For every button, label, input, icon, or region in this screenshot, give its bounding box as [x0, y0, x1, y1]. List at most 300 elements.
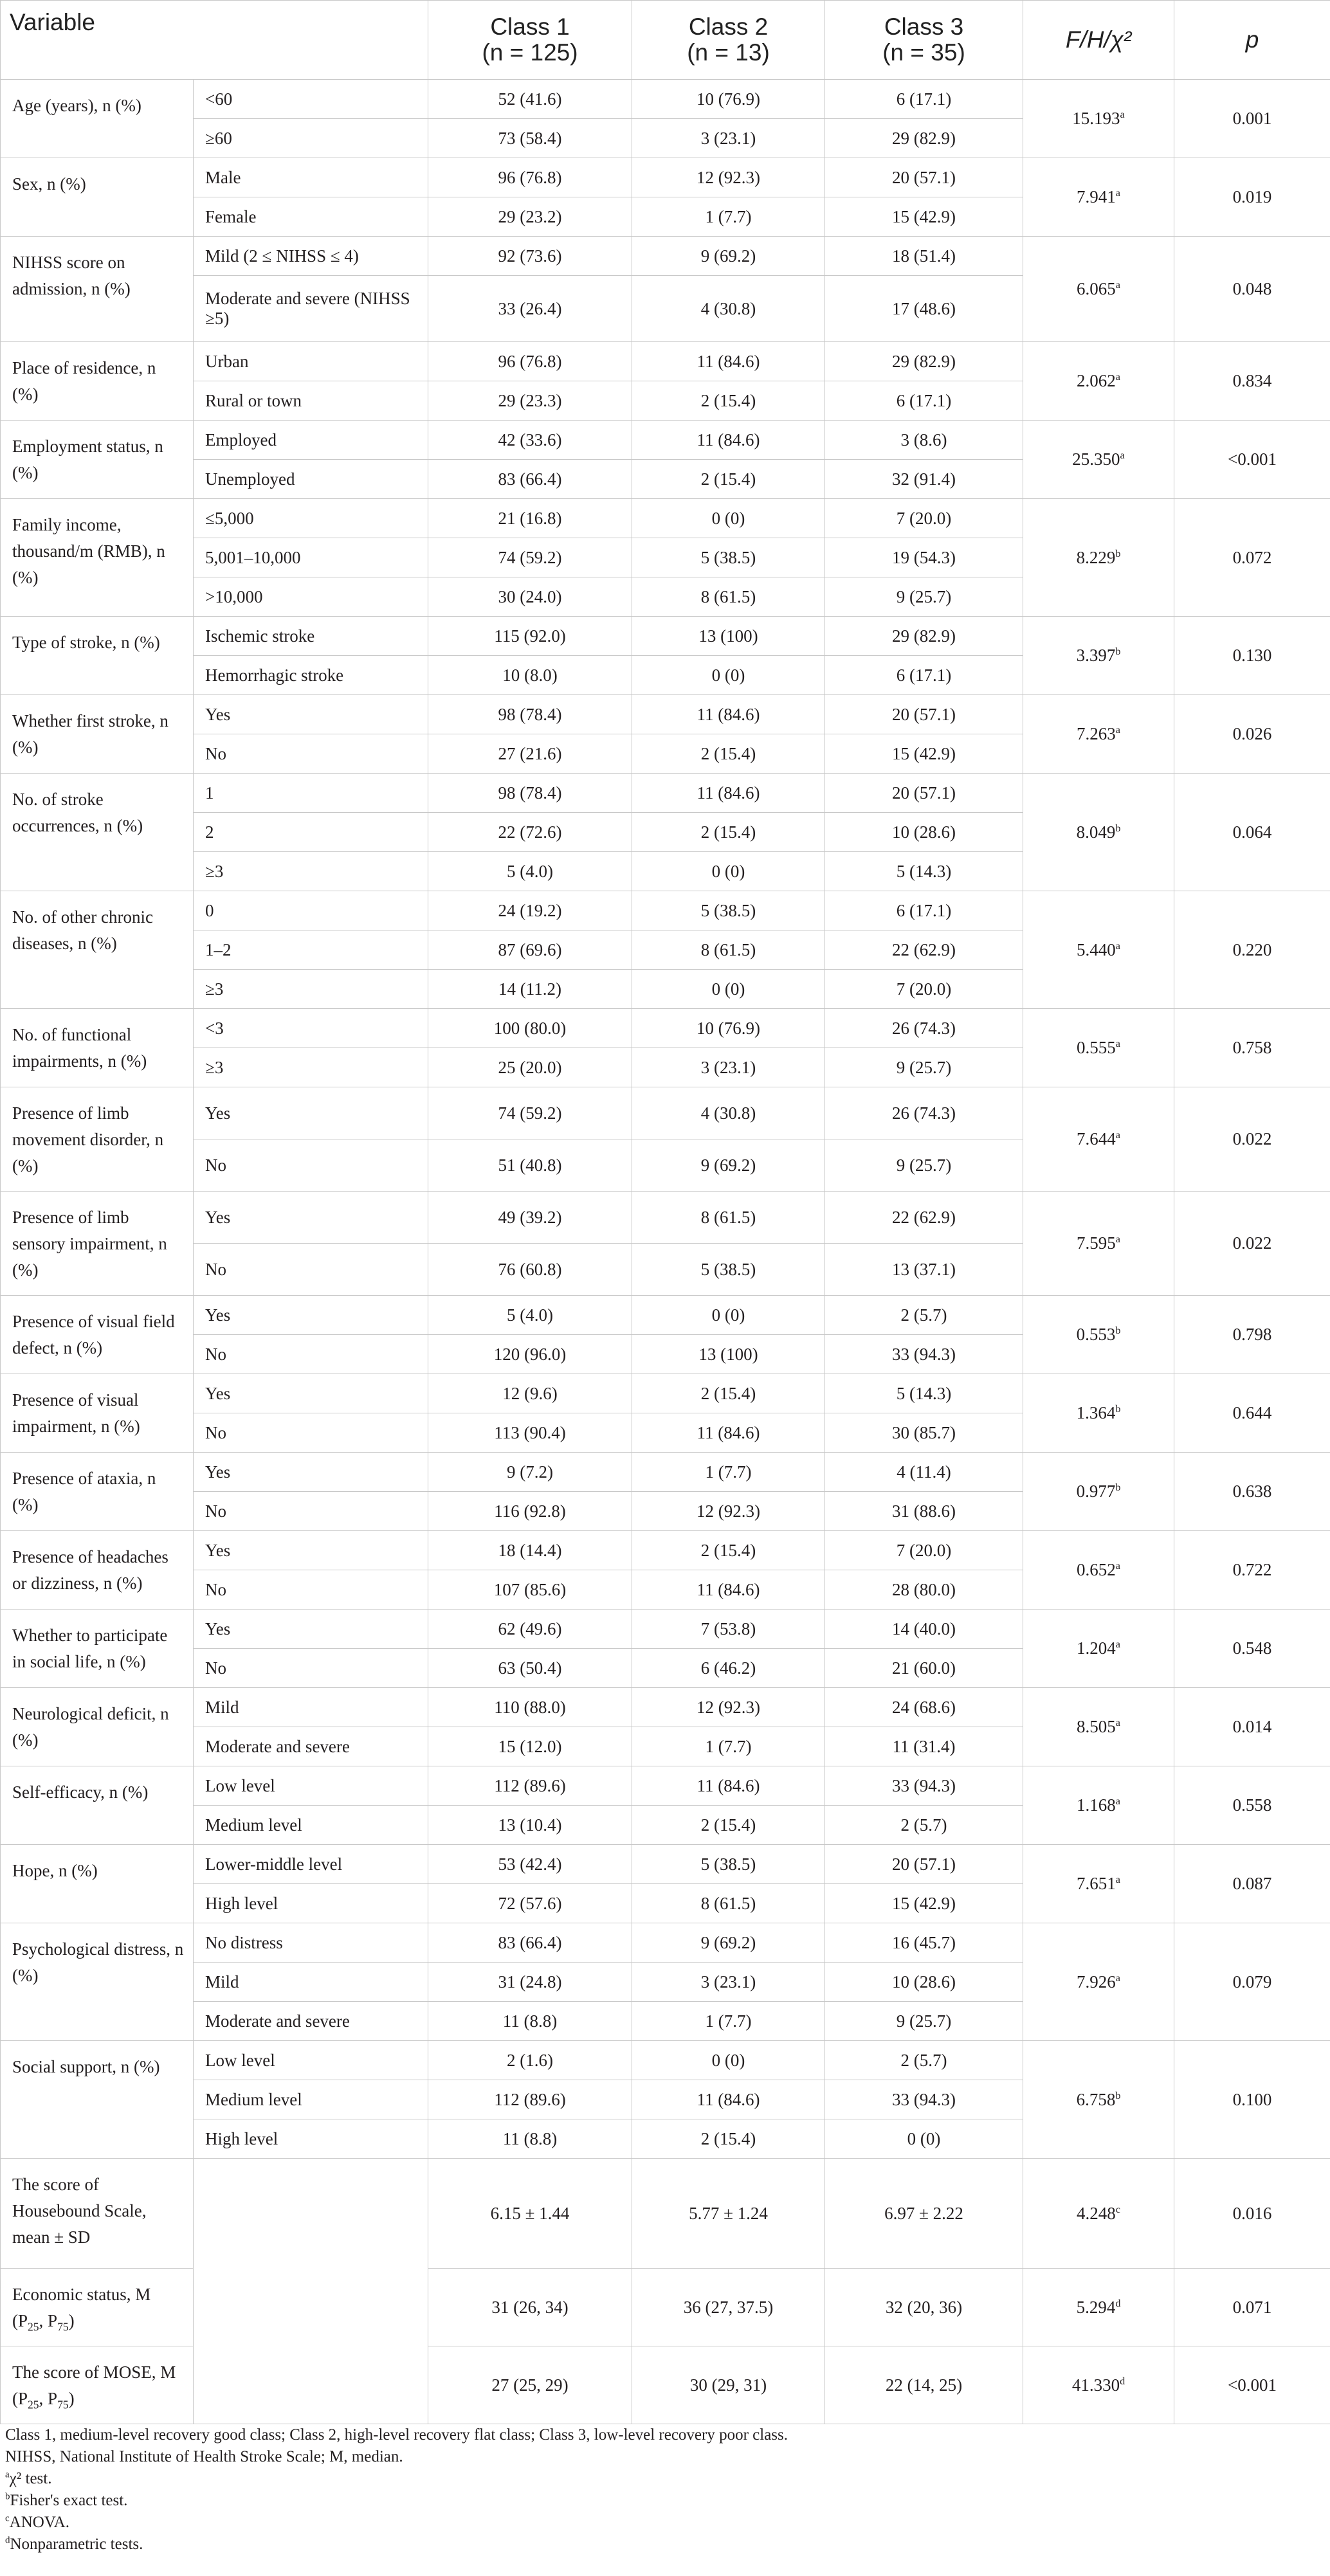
class1-cell: 18 (14.4)	[428, 1531, 632, 1570]
p-value-cell: 0.064	[1174, 774, 1330, 891]
class3-cell: 31 (88.6)	[825, 1492, 1023, 1531]
class1-cell: 83 (66.4)	[428, 1923, 632, 1963]
class3-cell: 10 (28.6)	[825, 1963, 1023, 2002]
header-class2: Class 2 (n = 13)	[632, 1, 825, 80]
class2-cell: 11 (84.6)	[632, 342, 825, 381]
class2-cell: 7 (53.8)	[632, 1610, 825, 1649]
class1-cell: 11 (8.8)	[428, 2119, 632, 2159]
p-value-cell: 0.001	[1174, 80, 1330, 158]
category-cell: Yes	[194, 1531, 428, 1570]
class3-cell: 26 (74.3)	[825, 1087, 1023, 1139]
p-value-cell: 0.072	[1174, 499, 1330, 617]
class2-cell: 2 (15.4)	[632, 1374, 825, 1413]
table-row	[1, 1923, 1330, 1963]
category-cell: No	[194, 1139, 428, 1192]
test-statistic-cell: 6.758$^b$	[1023, 2041, 1174, 2159]
class1-cell: 110 (88.0)	[428, 1688, 632, 1727]
variable-cell: The score of Housebound Scale, mean ± SD	[1, 2159, 194, 2269]
class3-cell: 28 (80.0)	[825, 1570, 1023, 1610]
class1-cell: 25 (20.0)	[428, 1048, 632, 1087]
class1-cell: 6.15 ± 1.44	[428, 2159, 632, 2269]
class1-cell: 115 (92.0)	[428, 617, 632, 656]
class2-cell: 13 (100)	[632, 1335, 825, 1374]
class3-cell: 19 (54.3)	[825, 538, 1023, 577]
class1-cell: 98 (78.4)	[428, 774, 632, 813]
category-cell: 5,001–10,000	[194, 538, 428, 577]
class3-cell: 26 (74.3)	[825, 1009, 1023, 1048]
variable-cell: Age (years), n (%)	[1, 80, 194, 158]
class2-cell: 2 (15.4)	[632, 1806, 825, 1845]
category-cell: ≥3	[194, 852, 428, 891]
variable-cell: Presence of limb sensory impairment, n (%)	[1, 1192, 194, 1296]
class2-cell: 12 (92.3)	[632, 158, 825, 197]
class3-cell: 6 (17.1)	[825, 80, 1023, 119]
class2-cell: 12 (92.3)	[632, 1688, 825, 1727]
class2-cell: 0 (0)	[632, 499, 825, 538]
class2-cell: 3 (23.1)	[632, 1048, 825, 1087]
variable-cell: Employment status, n (%)	[1, 421, 194, 499]
variable-cell: No. of other chronic diseases, n (%)	[1, 891, 194, 1009]
class2-cell: 0 (0)	[632, 852, 825, 891]
class1-cell: 98 (78.4)	[428, 695, 632, 734]
class1-cell: 100 (80.0)	[428, 1009, 632, 1048]
class3-cell: 2 (5.7)	[825, 1806, 1023, 1845]
class1-cell: 31 (26, 34)	[428, 2269, 632, 2346]
class3-cell: 7 (20.0)	[825, 970, 1023, 1009]
class1-cell: 76 (60.8)	[428, 1244, 632, 1296]
class3-cell: 13 (37.1)	[825, 1244, 1023, 1296]
test-statistic-cell: 25.350$^a$	[1023, 421, 1174, 499]
class3-cell: 14 (40.0)	[825, 1610, 1023, 1649]
p-value-cell: 0.019	[1174, 158, 1330, 237]
category-cell: Unemployed	[194, 460, 428, 499]
p-value-cell: 0.638	[1174, 1453, 1330, 1531]
class2-cell: 11 (84.6)	[632, 1413, 825, 1453]
class2-cell: 2 (15.4)	[632, 813, 825, 852]
class1-cell: 113 (90.4)	[428, 1413, 632, 1453]
variable-cell: No. of stroke occurrences, n (%)	[1, 774, 194, 891]
class1-cell: 107 (85.6)	[428, 1570, 632, 1610]
class3-cell: 24 (68.6)	[825, 1688, 1023, 1727]
table-row	[1, 1766, 1330, 1806]
class3-cell: 7 (20.0)	[825, 1531, 1023, 1570]
category-cell: ≥3	[194, 1048, 428, 1087]
category-cell: Moderate and severe	[194, 2002, 428, 2041]
category-cell	[194, 2159, 428, 2424]
category-cell: Moderate and severe (NIHSS ≥5)	[194, 276, 428, 342]
class2-cell: 12 (92.3)	[632, 1492, 825, 1531]
category-cell: Urban	[194, 342, 428, 381]
footnote-classes: Class 1, medium-level recovery good class; Class 2, high-level recovery flat class; Class 3, low-level recovery poor class.	[5, 2426, 788, 2444]
class1-cell: 96 (76.8)	[428, 158, 632, 197]
category-cell: Yes	[194, 1374, 428, 1413]
class1-cell: 62 (49.6)	[428, 1610, 632, 1649]
class3-cell: 29 (82.9)	[825, 119, 1023, 158]
category-cell: No	[194, 734, 428, 774]
class1-cell: 63 (50.4)	[428, 1649, 632, 1688]
class1-cell: 120 (96.0)	[428, 1335, 632, 1374]
variable-cell: Presence of headaches or dizziness, n (%)	[1, 1531, 194, 1610]
class2-cell: 2 (15.4)	[632, 381, 825, 421]
category-cell: Medium level	[194, 2080, 428, 2119]
table-row	[1, 1087, 1330, 1139]
category-cell: Lower-middle level	[194, 1845, 428, 1884]
table-footnotes	[5, 2424, 1317, 2555]
category-cell: No	[194, 1244, 428, 1296]
p-value-cell: 0.014	[1174, 1688, 1330, 1766]
variable-cell: The score of MOSE, M ($P_{25}$, $P_{75}$)	[1, 2346, 194, 2424]
table-row	[1, 2159, 1330, 2269]
class2-cell: 1 (7.7)	[632, 1453, 825, 1492]
test-statistic-cell: 5.440$^a$	[1023, 891, 1174, 1009]
class1-cell: 96 (76.8)	[428, 342, 632, 381]
variable-cell: Presence of visual impairment, n (%)	[1, 1374, 194, 1453]
class2-cell: 11 (84.6)	[632, 2080, 825, 2119]
class2-cell: 0 (0)	[632, 970, 825, 1009]
p-value-cell: 0.722	[1174, 1531, 1330, 1610]
class1-cell: 116 (92.8)	[428, 1492, 632, 1531]
table-row	[1, 1610, 1330, 1649]
variable-cell: Sex, n (%)	[1, 158, 194, 237]
p-value-cell: 0.071	[1174, 2269, 1330, 2346]
class1-cell: 11 (8.8)	[428, 2002, 632, 2041]
class2-cell: 8 (61.5)	[632, 1884, 825, 1923]
variable-cell: NIHSS score on admission, n (%)	[1, 237, 194, 342]
class3-cell: 32 (91.4)	[825, 460, 1023, 499]
table-row	[1, 158, 1330, 197]
class1-cell: 10 (8.0)	[428, 656, 632, 695]
class2-cell: 11 (84.6)	[632, 695, 825, 734]
category-cell: Low level	[194, 2041, 428, 2080]
class3-cell: 20 (57.1)	[825, 158, 1023, 197]
header-variable: Variable	[1, 1, 428, 80]
class1-cell: 49 (39.2)	[428, 1192, 632, 1244]
p-value-cell: 0.026	[1174, 695, 1330, 774]
class2-cell: 1 (7.7)	[632, 2002, 825, 2041]
p-value-cell: 0.022	[1174, 1192, 1330, 1296]
test-statistic-cell: 1.168$^a$	[1023, 1766, 1174, 1845]
class1-cell: 30 (24.0)	[428, 577, 632, 617]
test-statistic-cell: 7.926$^a$	[1023, 1923, 1174, 2041]
class2-cell: 5 (38.5)	[632, 891, 825, 930]
category-cell: High level	[194, 2119, 428, 2159]
class2-cell: 1 (7.7)	[632, 1727, 825, 1766]
test-statistic-cell: 15.193$^a$	[1023, 80, 1174, 158]
class1-cell: 31 (24.8)	[428, 1963, 632, 2002]
class1-cell: 22 (72.6)	[428, 813, 632, 852]
header-class3: Class 3 (n = 35)	[825, 1, 1023, 80]
test-statistic-cell: 7.644$^a$	[1023, 1087, 1174, 1192]
test-statistic-cell: 7.651$^a$	[1023, 1845, 1174, 1923]
class3-cell: 20 (57.1)	[825, 774, 1023, 813]
class1-cell: 92 (73.6)	[428, 237, 632, 276]
test-statistic-cell: 7.595$^a$	[1023, 1192, 1174, 1296]
table-row	[1, 1192, 1330, 1244]
category-cell: Yes	[194, 1453, 428, 1492]
test-statistic-cell: 8.229$^b$	[1023, 499, 1174, 617]
class3-cell: 15 (42.9)	[825, 197, 1023, 237]
class3-cell: 29 (82.9)	[825, 342, 1023, 381]
test-statistic-cell: 8.049$^b$	[1023, 774, 1174, 891]
class2-cell: 2 (15.4)	[632, 734, 825, 774]
class3-cell: 0 (0)	[825, 2119, 1023, 2159]
class2-cell: 2 (15.4)	[632, 460, 825, 499]
variable-cell: Place of residence, n (%)	[1, 342, 194, 421]
class3-cell: 22 (62.9)	[825, 1192, 1023, 1244]
class2-cell: 2 (15.4)	[632, 1531, 825, 1570]
table-row	[1, 1009, 1330, 1048]
test-statistic-cell: 0.977$^b$	[1023, 1453, 1174, 1531]
category-cell: No	[194, 1413, 428, 1453]
test-statistic-cell: 1.204$^a$	[1023, 1610, 1174, 1688]
class2-cell: 10 (76.9)	[632, 1009, 825, 1048]
p-value-cell: <0.001	[1174, 2346, 1330, 2424]
p-value-cell: 0.130	[1174, 617, 1330, 695]
header-test-statistic: F/H/χ²	[1023, 1, 1174, 80]
class3-cell: 32 (20, 36)	[825, 2269, 1023, 2346]
category-cell: Medium level	[194, 1806, 428, 1845]
p-value-cell: 0.079	[1174, 1923, 1330, 2041]
class2-cell: 5 (38.5)	[632, 1845, 825, 1884]
class3-cell: 29 (82.9)	[825, 617, 1023, 656]
class1-cell: 74 (59.2)	[428, 538, 632, 577]
table-row	[1, 1531, 1330, 1570]
class2-cell: 1 (7.7)	[632, 197, 825, 237]
category-cell: Yes	[194, 1087, 428, 1139]
class1-cell: 14 (11.2)	[428, 970, 632, 1009]
category-cell: ≤5,000	[194, 499, 428, 538]
class3-cell: 6.97 ± 2.22	[825, 2159, 1023, 2269]
test-statistic-cell: 8.505$^a$	[1023, 1688, 1174, 1766]
variable-cell: Neurological deficit, n (%)	[1, 1688, 194, 1766]
class1-cell: 73 (58.4)	[428, 119, 632, 158]
class1-cell: 87 (69.6)	[428, 930, 632, 970]
variable-cell: Whether first stroke, n (%)	[1, 695, 194, 774]
class2-cell: 8 (61.5)	[632, 1192, 825, 1244]
category-cell: Hemorrhagic stroke	[194, 656, 428, 695]
class3-cell: 2 (5.7)	[825, 1296, 1023, 1335]
variable-cell: Whether to participate in social life, n (%)	[1, 1610, 194, 1688]
class1-cell: 9 (7.2)	[428, 1453, 632, 1492]
class1-cell: 42 (33.6)	[428, 421, 632, 460]
p-value-cell: 0.558	[1174, 1766, 1330, 1845]
class2-cell: 3 (23.1)	[632, 119, 825, 158]
category-cell: 1	[194, 774, 428, 813]
table-body	[1, 80, 1330, 2424]
footnote-a: $^a$χ² test.	[5, 2469, 52, 2487]
header-class3-n: (n = 35)	[882, 39, 965, 66]
category-cell: Male	[194, 158, 428, 197]
category-cell: No	[194, 1570, 428, 1610]
class3-cell: 21 (60.0)	[825, 1649, 1023, 1688]
p-value-cell: <0.001	[1174, 421, 1330, 499]
category-cell: Employed	[194, 421, 428, 460]
category-cell: ≥3	[194, 970, 428, 1009]
header-class1: Class 1 (n = 125)	[428, 1, 632, 80]
class2-cell: 9 (69.2)	[632, 237, 825, 276]
class2-cell: 4 (30.8)	[632, 1087, 825, 1139]
test-statistic-cell: 0.553$^b$	[1023, 1296, 1174, 1374]
category-cell: Moderate and severe	[194, 1727, 428, 1766]
class3-cell: 9 (25.7)	[825, 1139, 1023, 1192]
class1-cell: 33 (26.4)	[428, 276, 632, 342]
table-row	[1, 342, 1330, 381]
class3-cell: 3 (8.6)	[825, 421, 1023, 460]
category-cell: <3	[194, 1009, 428, 1048]
class3-cell: 9 (25.7)	[825, 2002, 1023, 2041]
table-row	[1, 2041, 1330, 2080]
header-class1-n: (n = 125)	[482, 39, 578, 66]
test-statistic-cell: 7.941$^a$	[1023, 158, 1174, 237]
class1-cell: 12 (9.6)	[428, 1374, 632, 1413]
class2-cell: 6 (46.2)	[632, 1649, 825, 1688]
table-row	[1, 695, 1330, 734]
variable-cell: Type of stroke, n (%)	[1, 617, 194, 695]
category-cell: No	[194, 1649, 428, 1688]
class1-cell: 52 (41.6)	[428, 80, 632, 119]
variable-cell: Presence of limb movement disorder, n (%)	[1, 1087, 194, 1192]
header-p-value: p	[1174, 1, 1330, 80]
class3-cell: 20 (57.1)	[825, 695, 1023, 734]
test-statistic-cell: 6.065$^a$	[1023, 237, 1174, 342]
class3-cell: 18 (51.4)	[825, 237, 1023, 276]
category-cell: 1–2	[194, 930, 428, 970]
class2-cell: 13 (100)	[632, 617, 825, 656]
class3-cell: 6 (17.1)	[825, 891, 1023, 930]
table-row	[1, 1296, 1330, 1335]
category-cell: No	[194, 1335, 428, 1374]
p-value-cell: 0.048	[1174, 237, 1330, 342]
category-cell: Mild	[194, 1688, 428, 1727]
table-row	[1, 499, 1330, 538]
category-cell: No distress	[194, 1923, 428, 1963]
class1-cell: 72 (57.6)	[428, 1884, 632, 1923]
class3-cell: 30 (85.7)	[825, 1413, 1023, 1453]
variable-cell: Self-efficacy, n (%)	[1, 1766, 194, 1845]
table-row	[1, 1688, 1330, 1727]
category-cell: Yes	[194, 1192, 428, 1244]
class2-cell: 11 (84.6)	[632, 421, 825, 460]
class1-cell: 24 (19.2)	[428, 891, 632, 930]
class2-cell: 10 (76.9)	[632, 80, 825, 119]
class1-cell: 29 (23.2)	[428, 197, 632, 237]
class3-cell: 22 (14, 25)	[825, 2346, 1023, 2424]
class3-cell: 20 (57.1)	[825, 1845, 1023, 1884]
class2-cell: 11 (84.6)	[632, 774, 825, 813]
category-cell: Yes	[194, 695, 428, 734]
class1-cell: 21 (16.8)	[428, 499, 632, 538]
class2-cell: 4 (30.8)	[632, 276, 825, 342]
class3-cell: 22 (62.9)	[825, 930, 1023, 970]
footnote-d: $^d$Nonparametric tests.	[5, 2535, 143, 2553]
category-cell: Yes	[194, 1296, 428, 1335]
class3-cell: 9 (25.7)	[825, 1048, 1023, 1087]
class2-cell: 5.77 ± 1.24	[632, 2159, 825, 2269]
class3-cell: 16 (45.7)	[825, 1923, 1023, 1963]
class2-cell: 5 (38.5)	[632, 538, 825, 577]
class2-cell: 5 (38.5)	[632, 1244, 825, 1296]
class3-cell: 10 (28.6)	[825, 813, 1023, 852]
p-value-cell: 0.100	[1174, 2041, 1330, 2159]
test-statistic-cell: 41.330$^d$	[1023, 2346, 1174, 2424]
class2-cell: 2 (15.4)	[632, 2119, 825, 2159]
class2-cell: 0 (0)	[632, 2041, 825, 2080]
table-row	[1, 80, 1330, 119]
class1-cell: 15 (12.0)	[428, 1727, 632, 1766]
test-statistic-cell: 0.555$^a$	[1023, 1009, 1174, 1087]
table-row	[1, 1845, 1330, 1884]
class3-cell: 15 (42.9)	[825, 734, 1023, 774]
table-row	[1, 237, 1330, 276]
table-row	[1, 891, 1330, 930]
class1-cell: 27 (25, 29)	[428, 2346, 632, 2424]
test-statistic-cell: 3.397$^b$	[1023, 617, 1174, 695]
category-cell: Mild	[194, 1963, 428, 2002]
class2-cell: 8 (61.5)	[632, 930, 825, 970]
class1-cell: 74 (59.2)	[428, 1087, 632, 1139]
class1-cell: 112 (89.6)	[428, 2080, 632, 2119]
class3-cell: 7 (20.0)	[825, 499, 1023, 538]
category-cell: ≥60	[194, 119, 428, 158]
variable-cell: Presence of ataxia, n (%)	[1, 1453, 194, 1531]
class3-cell: 9 (25.7)	[825, 577, 1023, 617]
class3-cell: 5 (14.3)	[825, 852, 1023, 891]
class1-cell: 13 (10.4)	[428, 1806, 632, 1845]
header-class2-n: (n = 13)	[687, 39, 770, 66]
class3-cell: 5 (14.3)	[825, 1374, 1023, 1413]
class2-cell: 36 (27, 37.5)	[632, 2269, 825, 2346]
variable-cell: No. of functional impairments, n (%)	[1, 1009, 194, 1087]
category-cell: 2	[194, 813, 428, 852]
p-value-cell: 0.016	[1174, 2159, 1330, 2269]
variable-cell: Presence of visual field defect, n (%)	[1, 1296, 194, 1374]
category-cell: Ischemic stroke	[194, 617, 428, 656]
p-value-cell: 0.548	[1174, 1610, 1330, 1688]
class2-cell: 0 (0)	[632, 656, 825, 695]
test-statistic-cell: 5.294$^d$	[1023, 2269, 1174, 2346]
test-statistic-cell: 0.652$^a$	[1023, 1531, 1174, 1610]
p-value-cell: 0.087	[1174, 1845, 1330, 1923]
class3-cell: 2 (5.7)	[825, 2041, 1023, 2080]
class3-cell: 33 (94.3)	[825, 1766, 1023, 1806]
p-value-cell: 0.798	[1174, 1296, 1330, 1374]
class2-cell: 11 (84.6)	[632, 1570, 825, 1610]
class3-cell: 15 (42.9)	[825, 1884, 1023, 1923]
table-row	[1, 774, 1330, 813]
class2-cell: 3 (23.1)	[632, 1963, 825, 2002]
class2-cell: 0 (0)	[632, 1296, 825, 1335]
variable-cell: Psychological distress, n (%)	[1, 1923, 194, 2041]
table-row	[1, 1374, 1330, 1413]
class3-cell: 33 (94.3)	[825, 1335, 1023, 1374]
category-cell: No	[194, 1492, 428, 1531]
category-cell: <60	[194, 80, 428, 119]
variable-cell: Family income, thousand/m (RMB), n (%)	[1, 499, 194, 617]
class1-cell: 5 (4.0)	[428, 852, 632, 891]
test-statistic-cell: 2.062$^a$	[1023, 342, 1174, 421]
table-row	[1, 1453, 1330, 1492]
class1-cell: 112 (89.6)	[428, 1766, 632, 1806]
class3-cell: 6 (17.1)	[825, 656, 1023, 695]
category-cell: Female	[194, 197, 428, 237]
class3-cell: 11 (31.4)	[825, 1727, 1023, 1766]
class1-cell: 2 (1.6)	[428, 2041, 632, 2080]
p-value-cell: 0.758	[1174, 1009, 1330, 1087]
class3-cell: 6 (17.1)	[825, 381, 1023, 421]
category-cell: Yes	[194, 1610, 428, 1649]
test-statistic-cell: 1.364$^b$	[1023, 1374, 1174, 1453]
category-cell: 0	[194, 891, 428, 930]
